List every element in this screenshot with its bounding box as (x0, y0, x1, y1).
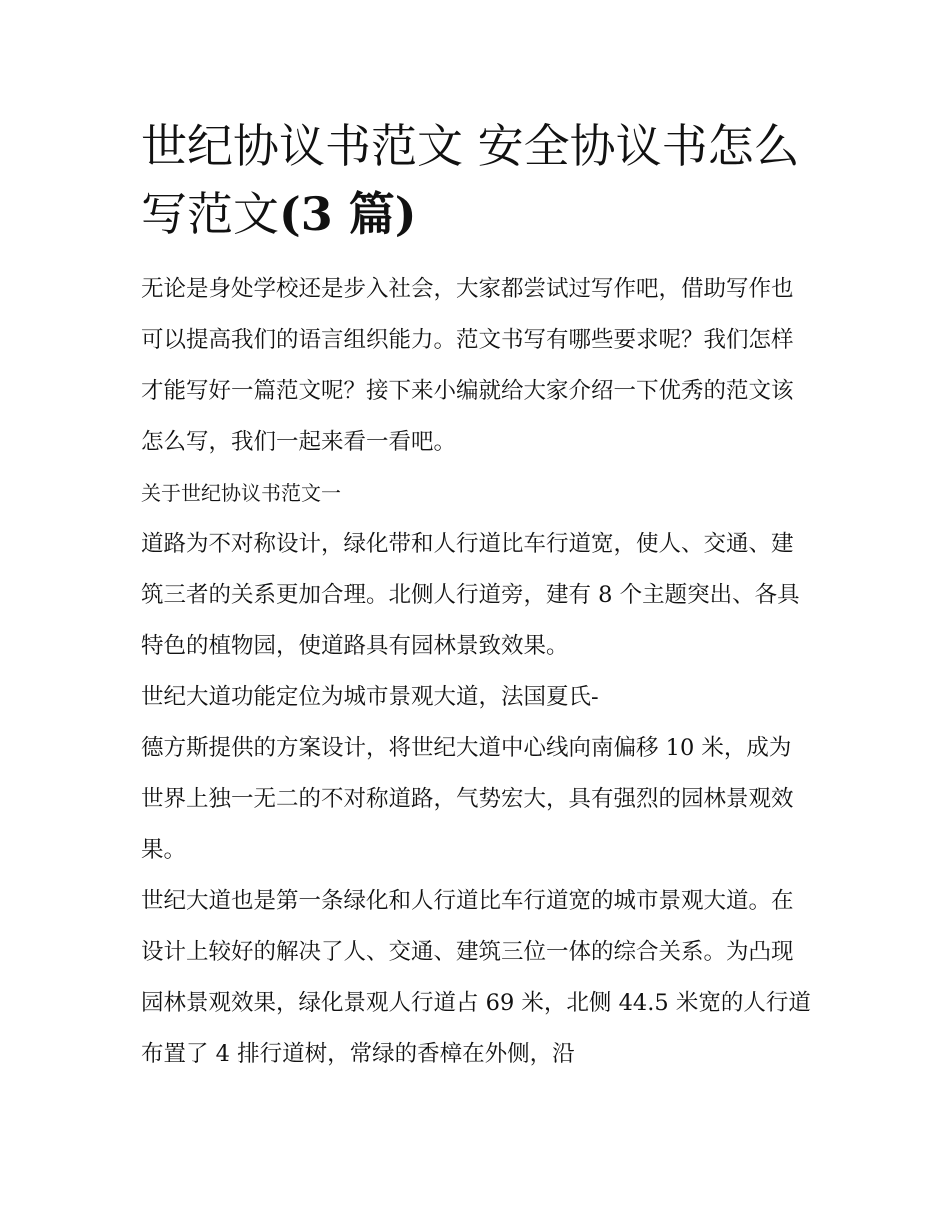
body-paragraph: 德方斯提供的方案设计，将世纪大道中心线向南偏移 10 米，成为世界上独一无二的不对称道路，气势宏大，具有强烈的园林景观效果。 (141, 735, 794, 863)
body-paragraph: 世纪大道功能定位为城市景观大道，法国夏氏- (141, 684, 599, 710)
intro-paragraph: 无论是身处学校还是步入社会，大家都尝试过写作吧，借助写作也可以提高我们的语言组织能力。范文书写有哪些要求呢？我们怎样才能写好一篇范文呢？接下来小编就给大家介绍一下优秀的范文该怎么写，我们一起来看一看吧。 (141, 276, 794, 455)
body-paragraph: 道路为不对称设计，绿化带和人行道比车行道宽，使人、交通、建筑三者的关系更加合理。北侧人行道旁，建有 8 个主题突出、各具特色的植物园，使道路具有园林景致效果。 (141, 531, 800, 659)
document-title-suffix: (3 篇) (279, 187, 417, 241)
document-title-main: 世纪协议书范文 安全协议书怎么写范文 (141, 119, 800, 241)
document-body (141, 112, 813, 1080)
body-paragraph: 世纪大道也是第一条绿化和人行道比车行道宽的城市景观大道。在设计上较好的解决了人、交通、建筑三位一体的综合关系。为凸现园林景观效果，绿化景观人行道占 69 米，北侧 44.5 米宽的人行道布置了 4 排行道树，常绿的香樟在外侧，沿 (141, 888, 811, 1067)
section-heading: 关于世纪协议书范文一 (141, 481, 341, 505)
document-title (141, 112, 813, 248)
